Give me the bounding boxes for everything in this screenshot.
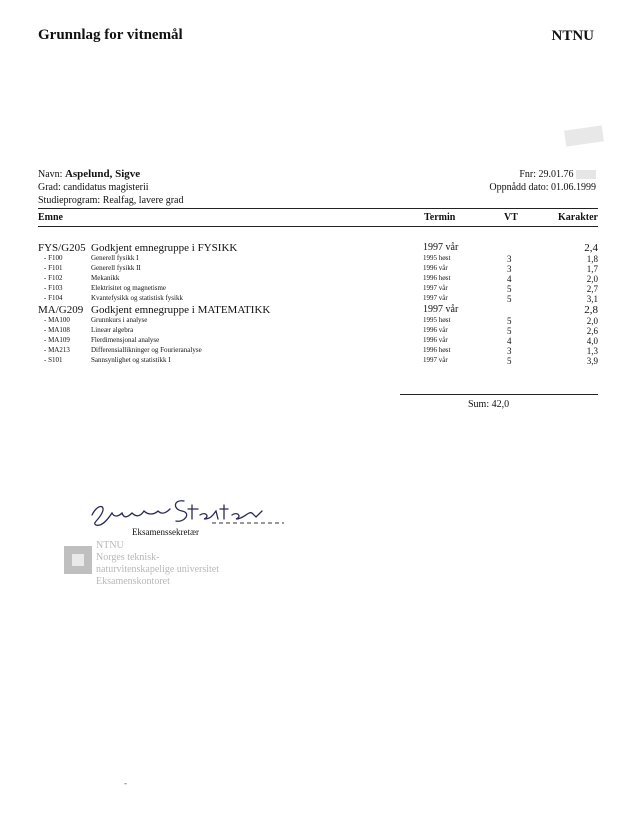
- course-term: 1996 høst: [423, 274, 451, 282]
- course-credits: 3: [507, 254, 512, 264]
- course-row: [38, 356, 598, 366]
- course-code: - MA108: [44, 326, 70, 334]
- course-name: Sannsynlighet og statistikk I: [91, 356, 171, 364]
- course-row: [38, 294, 598, 304]
- sum-rule: [400, 394, 598, 395]
- course-code: - F104: [44, 294, 63, 302]
- course-grade: 3,9: [586, 356, 598, 366]
- office-stamp: [58, 540, 298, 600]
- handwritten-signature: [88, 495, 288, 529]
- course-grade: 2,4: [584, 242, 598, 254]
- table-header-rule: [38, 226, 598, 227]
- course-grade: 2,8: [584, 304, 598, 316]
- course-name: Differensiallikninger og Fourieranalyse: [91, 346, 202, 354]
- course-credits: 3: [507, 264, 512, 274]
- course-grade: 1,7: [586, 264, 598, 274]
- course-credits: 5: [507, 326, 512, 336]
- course-row: [38, 254, 598, 264]
- course-credits: 4: [507, 336, 512, 346]
- stamp-line: Eksamenskontoret: [96, 576, 170, 587]
- course-term: 1997 vår: [423, 242, 459, 253]
- student-name: Aspelund, Sigve: [64, 168, 141, 180]
- course-term: 1997 vår: [423, 284, 448, 292]
- grades-table-body: [38, 242, 598, 366]
- student-info: [38, 168, 184, 207]
- achieved-date: Oppnådd dato: 01.06.1999: [489, 182, 596, 193]
- course-code: - F100: [44, 254, 63, 262]
- course-term: 1995 høst: [423, 254, 451, 262]
- course-term: 1996 høst: [423, 346, 451, 354]
- course-credits: 5: [507, 316, 512, 326]
- stamp-line: Norges teknisk-: [96, 552, 160, 563]
- course-code: - MA109: [44, 336, 70, 344]
- col-subject: Emne: [38, 212, 63, 223]
- course-row: [38, 316, 598, 326]
- stamp-line: NTNU: [96, 540, 124, 551]
- course-term: 1996 vår: [423, 336, 448, 344]
- col-term: Termin: [424, 212, 456, 223]
- course-group-row: [38, 304, 598, 316]
- course-term: 1996 vår: [423, 264, 448, 272]
- course-grade: 4,0: [586, 336, 598, 346]
- course-term: 1995 høst: [423, 316, 451, 324]
- course-row: [38, 326, 598, 336]
- course-name: Lineær algebra: [91, 326, 134, 334]
- institution-name: NTNU: [551, 28, 594, 44]
- course-code: - F101: [44, 264, 63, 272]
- course-credits: 5: [507, 294, 512, 304]
- course-credits: 3: [507, 346, 512, 356]
- document-title: Grunnlag for vitnemål: [38, 27, 183, 43]
- id-info: [489, 168, 596, 194]
- course-grade: 1,3: [586, 346, 598, 356]
- name-label: Navn:: [38, 169, 63, 180]
- col-vt: VT: [504, 212, 518, 223]
- course-credits: 4: [507, 274, 512, 284]
- course-code: - F103: [44, 284, 63, 292]
- course-name: Generell fysikk II: [91, 264, 141, 272]
- course-row: [38, 264, 598, 274]
- program-line: Studieprogram: Realfag, lavere grad: [38, 195, 184, 206]
- course-term: 1997 vår: [423, 294, 448, 302]
- col-grade: Karakter: [558, 212, 598, 223]
- course-code: FYS/G205: [38, 242, 86, 254]
- signature-role: Eksamenssekretær: [132, 527, 199, 537]
- course-row: [38, 346, 598, 356]
- course-name: Grunnkurs i analyse: [91, 316, 148, 324]
- course-name: Flerdimensjonal analyse: [91, 336, 160, 344]
- course-term: 1997 vår: [423, 304, 459, 315]
- course-code: - MA213: [44, 346, 70, 354]
- course-name: Generell fysikk I: [91, 254, 139, 262]
- course-grade: 2,7: [586, 284, 598, 294]
- birth-number: Fnr: 29.01.76: [519, 169, 574, 180]
- course-code: - F102: [44, 274, 63, 282]
- course-grade: 1,8: [586, 254, 598, 264]
- degree-line: Grad: candidatus magisterii: [38, 182, 149, 193]
- course-row: [38, 336, 598, 346]
- course-credits: 5: [507, 284, 512, 294]
- course-code: - S101: [44, 356, 63, 364]
- course-grade: 2,0: [586, 274, 598, 284]
- course-grade: 3,1: [586, 294, 598, 304]
- stamp-text: [96, 540, 219, 588]
- course-term: 1996 vår: [423, 326, 448, 334]
- course-row: [38, 274, 598, 284]
- course-name: Godkjent emnegruppe i FYSIKK: [91, 242, 238, 254]
- course-group-row: [38, 242, 598, 254]
- table-top-rule: [38, 208, 598, 209]
- course-name: Kvantefysikk og statistisk fysikk: [91, 294, 183, 302]
- course-name: Godkjent emnegruppe i MATEMATIKK: [91, 304, 271, 316]
- course-code: MA/G209: [38, 304, 84, 316]
- sum-total: Sum: 42,0: [468, 399, 510, 410]
- course-grade: 2,0: [586, 316, 598, 326]
- stamp-line: naturvitenskapelige universitet: [96, 564, 220, 575]
- course-name: Elektrisitet og magnetisme: [91, 284, 167, 292]
- course-credits: 5: [507, 356, 512, 366]
- course-name: Mekanikk: [91, 274, 120, 282]
- course-grade: 2,6: [586, 326, 598, 336]
- course-term: 1997 vår: [423, 356, 448, 364]
- redaction-mark: [576, 170, 596, 179]
- scan-mark-dash: -: [124, 778, 127, 788]
- ntnu-logo-icon: [64, 546, 92, 574]
- course-code: - MA100: [44, 316, 70, 324]
- scan-smudge: [564, 125, 604, 146]
- course-row: [38, 284, 598, 294]
